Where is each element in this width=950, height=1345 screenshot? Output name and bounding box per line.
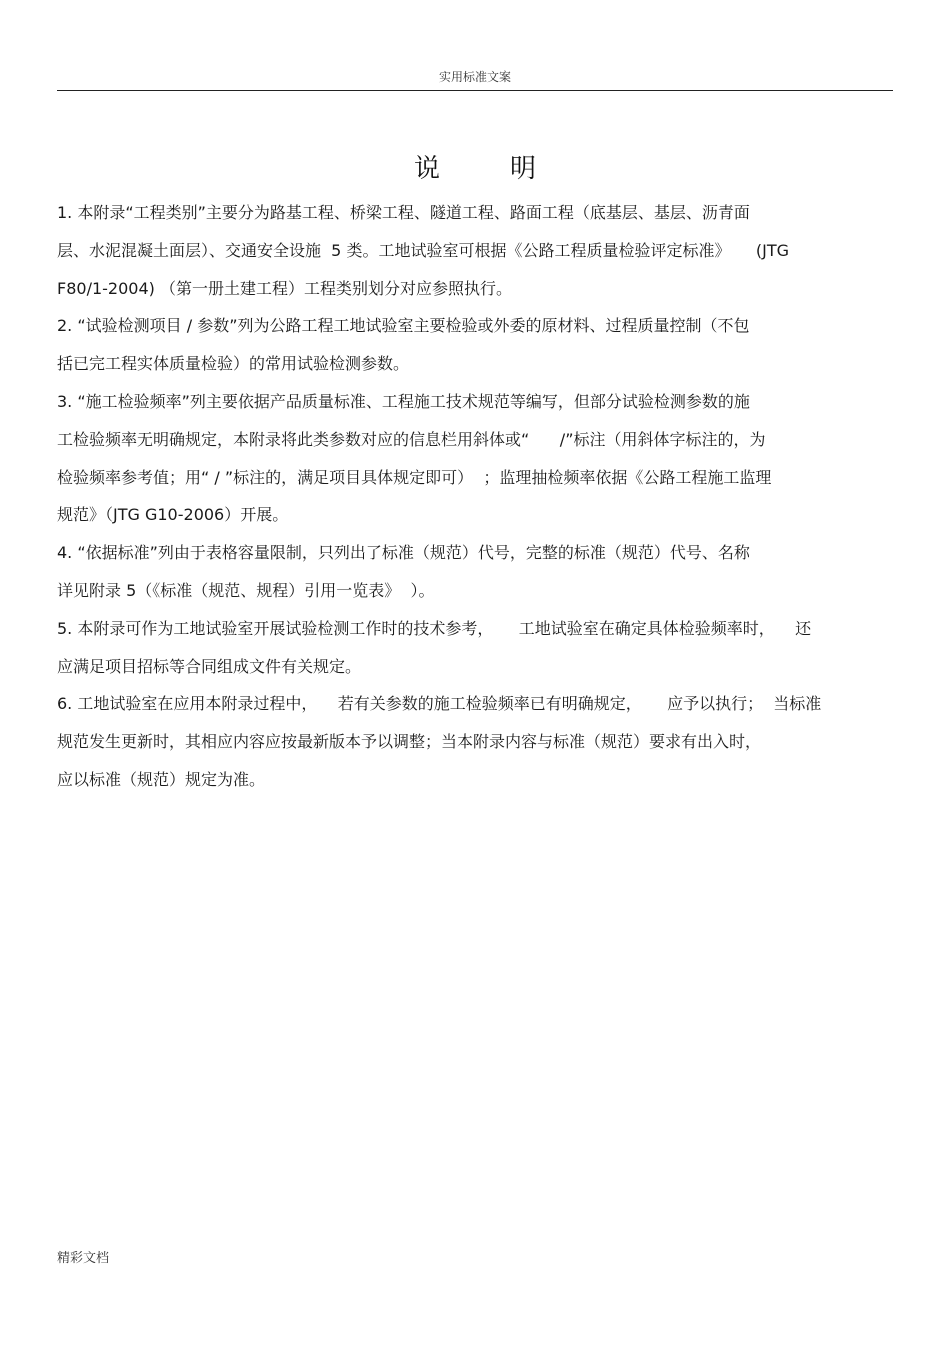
document-body xyxy=(57,194,897,799)
paragraph-line: 详见附录 5（《标准（规范、规程）引用一览表》 ）。 xyxy=(57,580,435,600)
paragraph-line: 1. 本附录“工程类别”主要分为路基工程、桥梁工程、隧道工程、路面工程（底基层、基层、沥青面 xyxy=(57,203,750,222)
paragraph-line: 检验频率参考值；用“ / ”标注的，满足项目具体规定即可） ；监理抽检频率依据《公路工程施工监理 xyxy=(57,467,772,487)
document-title: 说明 xyxy=(413,154,606,184)
paragraph-line: F80/1-2004) （第一册土建工程）工程类别划分对应参照执行。 xyxy=(57,278,512,298)
header-divider xyxy=(57,90,893,91)
paragraph-line: 2. “试验检测项目 / 参数”列为公路工程工地试验室主要检验或外委的原材料、过程质量控制（不包 xyxy=(57,316,750,336)
paragraph-2 xyxy=(57,307,897,383)
paragraph-1 xyxy=(57,194,897,307)
paragraph-line: 6. 工地试验室在应用本附录过程中， 若有关参数的施工检验频率已有明确规定， 应予以执行； 当标准 xyxy=(57,694,822,714)
paragraph-line: 工检验频率无明确规定，本附录将此类参数对应的信息栏用斜体或“ /”标注（用斜体字标注的，为 xyxy=(57,429,766,449)
paragraph-line: 应满足项目招标等合同组成文件有关规定。 xyxy=(57,656,362,676)
paragraph-line: 规范》（JTG G10-2006）开展。 xyxy=(57,505,289,525)
paragraph-6 xyxy=(57,685,897,798)
page-footer: 精彩文档 xyxy=(57,1251,110,1266)
paragraph-line: 层、水泥混凝土面层）、交通安全设施 5 类。工地试验室可根据《公路工程质量检验评定标准》 (JTG xyxy=(57,240,790,260)
paragraph-5 xyxy=(57,610,897,686)
paragraph-line: 括已完工程实体质量检验）的常用试验检测参数。 xyxy=(57,354,410,374)
paragraph-3 xyxy=(57,383,897,534)
paragraph-line: 4. “依据标准”列由于表格容量限制，只列出了标准（规范）代号，完整的标准（规范）代号、名称 xyxy=(57,543,750,563)
paragraph-line: 应以标准（规范）规定为准。 xyxy=(57,769,266,789)
paragraph-4 xyxy=(57,534,897,610)
page-header: 实用标准文案 xyxy=(438,70,511,84)
paragraph-line: 规范发生更新时，其相应内容应按最新版本予以调整；当本附录内容与标准（规范）要求有出入时， xyxy=(57,732,762,752)
paragraph-line: 5. 本附录可作为工地试验室开展试验检测工作时的技术参考， 工地试验室在确定具体检验频率时， 还 xyxy=(57,618,812,638)
paragraph-line: 3. “施工检验频率”列主要依据产品质量标准、工程施工技术规范等编写，但部分试验检测参数的施 xyxy=(57,391,750,411)
